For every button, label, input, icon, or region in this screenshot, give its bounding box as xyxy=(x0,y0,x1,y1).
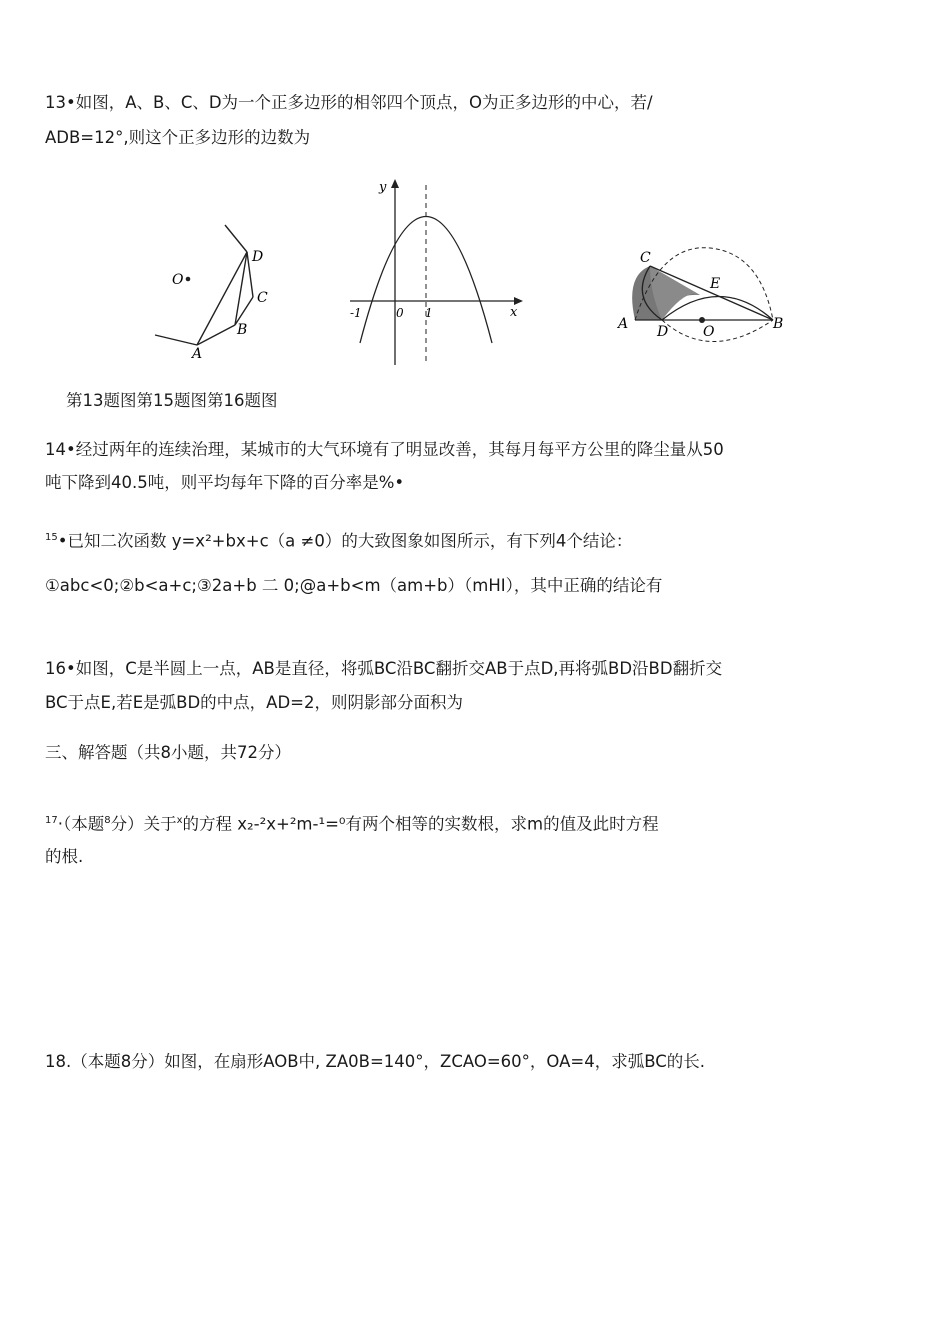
q18-line1: 18.（本题8分）如图，在扇形AOB中, ZA0B=140°，ZCAO=60°，OA=4，求弧BC的长. xyxy=(45,1052,705,1071)
q15-line1 xyxy=(45,527,632,553)
fig13-label-C: C xyxy=(257,290,268,306)
q16-line1: 16•如图，C是半圆上一点，AB是直径，将弧BC沿BC翻折交AB于点D,再将弧BD沿BD翻折交 xyxy=(45,659,723,678)
fig15-label-x: x xyxy=(510,305,518,320)
q15-number: 15 xyxy=(45,532,58,543)
figure-13 xyxy=(145,215,285,365)
q17-line1 xyxy=(45,810,659,836)
q17-score: 8 xyxy=(104,815,111,826)
q17-line2: 的根. xyxy=(45,847,84,866)
q17-post: 分）关于 xyxy=(110,814,177,834)
fig16-label-C: C xyxy=(640,250,651,266)
fig13-label-A: A xyxy=(192,346,203,362)
q13-line2: ADB=12°,则这个正多边形的边数为 xyxy=(45,128,311,147)
figure-caption: 第13题图第15题图第16题图 xyxy=(66,391,278,410)
fig16-center-point xyxy=(699,317,705,323)
q13-line1: 13•如图，A、B、C、D为一个正多边形的相邻四个顶点，O为正多边形的中心，若/ xyxy=(45,93,653,112)
q17-number: 17 xyxy=(45,815,58,826)
section-heading: 三、解答题（共8小题，共72分） xyxy=(45,743,291,762)
fig13-center-point xyxy=(186,277,191,282)
q17-pre: ·（本题 xyxy=(57,814,105,834)
fig16-label-O: O xyxy=(703,324,715,340)
fig16-label-B: B xyxy=(773,316,784,332)
q15-line2: ①abc<0;②b<a+c;③2a+b 二 0;@a+b<m（am+b）（mHI），其中正确的结论有 xyxy=(45,576,663,595)
fig13-edge-ext-left xyxy=(155,335,197,345)
figure-15 xyxy=(345,175,530,370)
figure-16 xyxy=(610,238,795,353)
q14-line2: 吨下降到40.5吨，则平均每年下降的百分率是%• xyxy=(45,473,405,492)
fig15-label-neg1: -1 xyxy=(350,306,362,320)
fig16-label-A: A xyxy=(618,316,629,332)
q17-var: x xyxy=(176,815,183,826)
q16-line2: BC于点E,若E是弧BD的中点，AD=2，则阴影部分面积为 xyxy=(45,693,463,712)
fig15-label-one: 1 xyxy=(425,306,433,320)
fig15-label-zero: 0 xyxy=(396,306,404,320)
fig13-edge-ext-top xyxy=(225,225,247,252)
fig13-label-B: B xyxy=(237,322,248,338)
q15-line1-text: •已知二次函数 y=x²+bx+c（a ≠0）的大致图象如图所示，有下列4个结论： xyxy=(57,531,633,551)
fig16-label-E: E xyxy=(710,276,721,292)
fig13-label-O: O xyxy=(172,272,184,288)
q14-line1: 14•经过两年的连续治理，某城市的大气环境有了明显改善，其每月每平方公里的降尘量从50 xyxy=(45,440,724,459)
fig13-label-D: D xyxy=(252,249,264,265)
fig16-lower-arc xyxy=(662,320,773,342)
q17-equation: 的方程 x₂-²x+²m-¹=⁰有两个相等的实数根，求m的值及此时方程 xyxy=(182,814,659,834)
fig16-label-D: D xyxy=(657,324,669,340)
fig15-x-arrow xyxy=(514,297,523,305)
fig15-y-arrow xyxy=(391,179,399,188)
fig15-label-y: y xyxy=(379,180,387,195)
